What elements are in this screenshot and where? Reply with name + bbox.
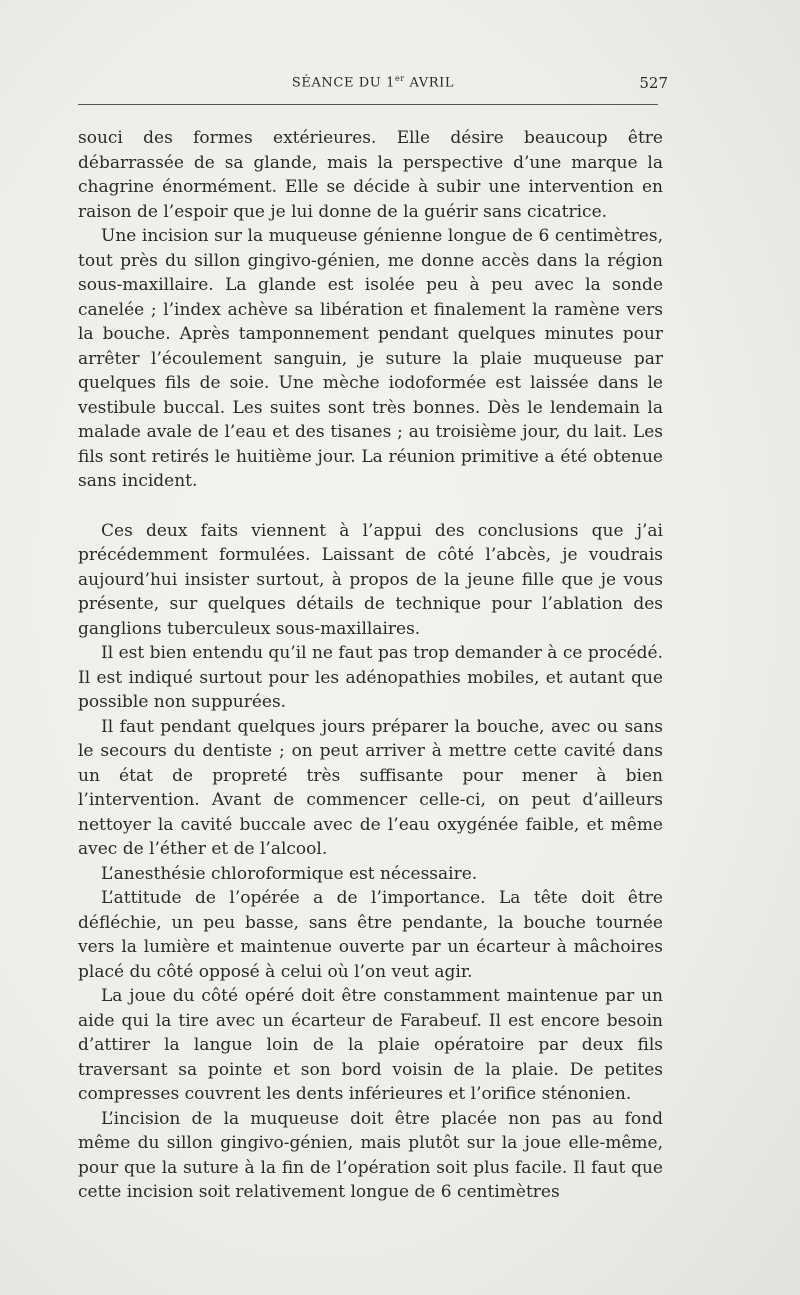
paragraph: L’incision de la muqueuse doit être placée non pas au fond même du sillon gingivo-génien, mais plutôt sur la joue elle-même, pour que la suture à la fin de l’opération soit plus facile. Il faut que cette incision soit relativement longue de 6 centimètres (78, 1108, 663, 1202)
page-number: 527 (639, 74, 668, 92)
running-head-month: AVRIL (404, 75, 455, 91)
page-header (78, 74, 668, 98)
paragraph: La joue du côté opéré doit être constamment maintenue par un aide qui la tire avec un écarteur de Farabeuf. Il est encore besoin d’attirer la langue loin de la plaie opératoire par deux fils traversant sa pointe et son bord voisin de la plaie. De petites compresses couvrent les dents inférieures et l’orifice sténonien. (78, 986, 663, 1104)
running-head-text: SÉANCE DU 1 (291, 75, 395, 91)
paragraph: Ces deux faits viennent à l’appui des conclusions que j’ai précédemment formulées. Laissant de côté l’abcès, je voudrais aujourd’hui insister surtout, à propos de la jeune fille que je vous présente, sur quelques détails de technique pour l’ablation des ganglions tuberculeux sous-maxillaires. (78, 520, 663, 639)
header-rule (78, 104, 658, 105)
paragraph: Il est bien entendu qu’il ne faut pas trop demander à ce procédé. Il est indiqué surtout pour les adénopathies mobiles, et autant que possible non suppurées. (78, 643, 663, 712)
running-head-superscript: er (394, 74, 405, 83)
running-head (78, 74, 668, 90)
paragraph: L’anesthésie chloroformique est nécessaire. (101, 863, 478, 884)
paragraph: souci des formes extérieures. Elle désire beaucoup être débarrassée de sa glande, mais la perspective d’une marque la chagrine énormément. Elle se décide à subir une intervention en raison de l’espoir que je lui donne de la guérir sans cicatrice. (78, 128, 663, 222)
paragraph: Il faut pendant quelques jours préparer la bouche, avec ou sans le secours du dentiste ; on peut arriver à mettre cette cavité dans un état de propreté très suffisante pour mener à bien l’intervention. Avant de commencer celle-ci, on peut d’ailleurs nettoyer la cavité buccale avec de l’eau oxygénée faible, et même avec de l’éther et de l’alcool. (78, 716, 663, 859)
paragraph: L’attitude de l’opérée a de l’importance. La tête doit être défléchie, un peu basse, sans être pendante, la bouche tournée vers la lumière et maintenue ouverte par un écarteur à mâchoires placé du côté opposé à celui où l’on veut agir. (78, 888, 663, 982)
body-text (78, 126, 663, 1205)
paragraph: Une incision sur la muqueuse génienne longue de 6 centimètres, tout près du sillon gingivo-génien, me donne accès dans la région sous-maxillaire. La glande est isolée peu à peu avec la sonde canelée ; l’index achève sa libération et finalement la ramène vers la bouche. Après tamponnement pendant quelques minutes pour arrêter l’écoulement sanguin, je suture la plaie muqueuse par quelques fils de soie. Une mèche iodoformée est laissée dans le vestibule buccal. Les suites sont très bonnes. Dès le lendemain la malade avale de l’eau et des tisanes ; au troisième jour, du lait. Les fils sont retirés le huitième jour. La réunion primitive a été obtenue sans incident. (78, 226, 663, 491)
